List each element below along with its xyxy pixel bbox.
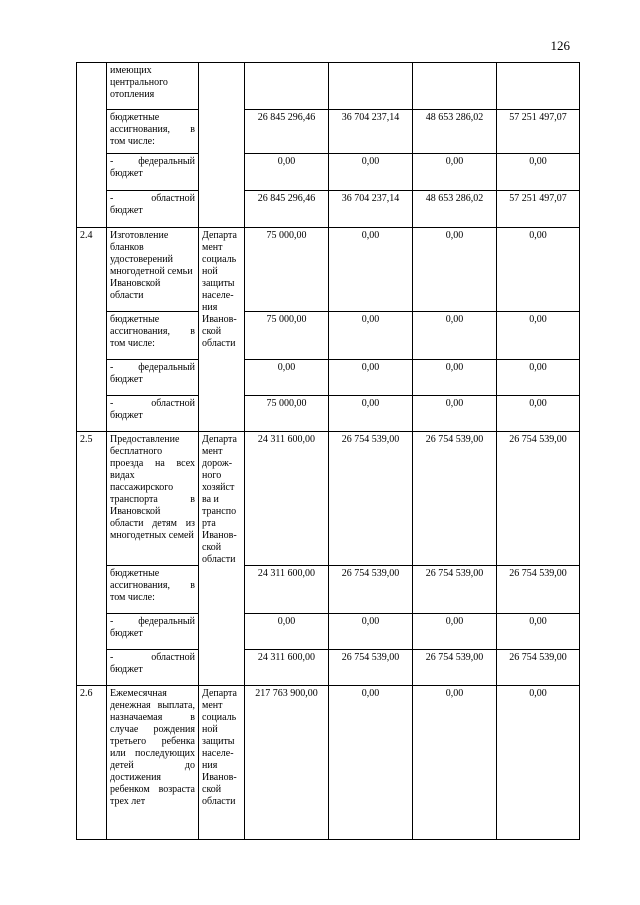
table-row — [77, 63, 580, 110]
table-row — [77, 432, 580, 566]
row-description: - областной бюджет — [107, 396, 199, 432]
table-row — [77, 154, 580, 191]
row-description: - федеральный бюджет — [107, 614, 199, 650]
value-cell: 0,00 — [497, 360, 580, 396]
value-cell — [245, 63, 329, 110]
table-row — [77, 396, 580, 432]
value-cell: 0,00 — [329, 154, 413, 191]
value-cell: 75 000,00 — [245, 228, 329, 312]
value-cell: 26 754 539,00 — [497, 566, 580, 614]
table-row — [77, 650, 580, 686]
table-row — [77, 614, 580, 650]
value-cell: 24 311 600,00 — [245, 650, 329, 686]
value-cell: 0,00 — [413, 360, 497, 396]
value-cell — [329, 63, 413, 110]
value-cell: 0,00 — [497, 312, 580, 360]
table-row — [77, 110, 580, 154]
row-description: Изготовление бланков удостоверений многодетной семьи Ивановской области — [107, 228, 199, 312]
value-cell: 0,00 — [329, 396, 413, 432]
value-cell: 48 653 286,02 — [413, 110, 497, 154]
value-cell: 0,00 — [413, 312, 497, 360]
row-description: - федеральный бюджет — [107, 154, 199, 191]
value-cell: 36 704 237,14 — [329, 110, 413, 154]
value-cell — [497, 63, 580, 110]
value-cell: 0,00 — [329, 614, 413, 650]
executor-cell — [199, 63, 245, 228]
value-cell: 75 000,00 — [245, 312, 329, 360]
table-row — [77, 191, 580, 228]
value-cell: 26 754 539,00 — [329, 432, 413, 566]
page-number: 126 — [550, 38, 570, 53]
value-cell: 26 754 539,00 — [413, 650, 497, 686]
row-description: - областной бюджет — [107, 650, 199, 686]
executor-cell: Департа мент дорож-ного хозяйст ва и транспо рта Иванов-ской области — [199, 432, 245, 686]
value-cell: 26 754 539,00 — [497, 432, 580, 566]
value-cell: 48 653 286,02 — [413, 191, 497, 228]
table-row — [77, 360, 580, 396]
value-cell: 26 754 539,00 — [329, 650, 413, 686]
value-cell: 0,00 — [497, 614, 580, 650]
value-cell: 0,00 — [413, 686, 497, 840]
value-cell: 0,00 — [245, 360, 329, 396]
item-number-cell: 2.4 — [77, 228, 107, 432]
value-cell: 0,00 — [245, 154, 329, 191]
value-cell: 57 251 497,07 — [497, 191, 580, 228]
row-description: бюджетные ассигнования, в том числе: — [107, 312, 199, 360]
value-cell: 36 704 237,14 — [329, 191, 413, 228]
value-cell: 0,00 — [413, 154, 497, 191]
value-cell: 0,00 — [413, 228, 497, 312]
item-number-cell: 2.5 — [77, 432, 107, 686]
value-cell: 24 311 600,00 — [245, 566, 329, 614]
table-row — [77, 686, 580, 840]
value-cell: 0,00 — [329, 228, 413, 312]
table-row — [77, 566, 580, 614]
value-cell: 217 763 900,00 — [245, 686, 329, 840]
value-cell: 26 754 539,00 — [413, 432, 497, 566]
value-cell: 26 845 296,46 — [245, 191, 329, 228]
value-cell: 0,00 — [329, 360, 413, 396]
value-cell: 0,00 — [413, 614, 497, 650]
value-cell: 26 754 539,00 — [497, 650, 580, 686]
table-row — [77, 312, 580, 360]
value-cell: 0,00 — [497, 686, 580, 840]
row-description: - федеральный бюджет — [107, 360, 199, 396]
budget-table — [76, 62, 580, 840]
value-cell: 0,00 — [413, 396, 497, 432]
value-cell: 0,00 — [497, 228, 580, 312]
value-cell: 26 754 539,00 — [413, 566, 497, 614]
row-description: бюджетные ассигнования, в том числе: — [107, 566, 199, 614]
row-description: Ежемесячная денежная выплата, назначаемая в случае рождения третьего ребенка или последующих детей до достижения ребенком возраста трех лет — [107, 686, 199, 840]
value-cell: 0,00 — [245, 614, 329, 650]
table-row — [77, 228, 580, 312]
value-cell: 26 754 539,00 — [329, 566, 413, 614]
value-cell: 0,00 — [329, 312, 413, 360]
executor-cell: Департа мент социаль ной защиты населе-ния Иванов-ской области — [199, 686, 245, 840]
value-cell: 24 311 600,00 — [245, 432, 329, 566]
item-number-cell: 2.6 — [77, 686, 107, 840]
item-number-cell — [77, 63, 107, 228]
row-description: имеющих центрального отопления — [107, 63, 199, 110]
value-cell: 0,00 — [329, 686, 413, 840]
value-cell: 26 845 296,46 — [245, 110, 329, 154]
value-cell: 0,00 — [497, 154, 580, 191]
value-cell: 0,00 — [497, 396, 580, 432]
value-cell: 57 251 497,07 — [497, 110, 580, 154]
executor-cell: Департа мент социаль ной защиты населе-ния Иванов-ской области — [199, 228, 245, 432]
row-description: - областной бюджет — [107, 191, 199, 228]
value-cell — [413, 63, 497, 110]
value-cell: 75 000,00 — [245, 396, 329, 432]
row-description: Предоставление бесплатного проезда на всех видах пассажирского транспорта в Ивановской области детям из многодетных семей — [107, 432, 199, 566]
row-description: бюджетные ассигнования, в том числе: — [107, 110, 199, 154]
